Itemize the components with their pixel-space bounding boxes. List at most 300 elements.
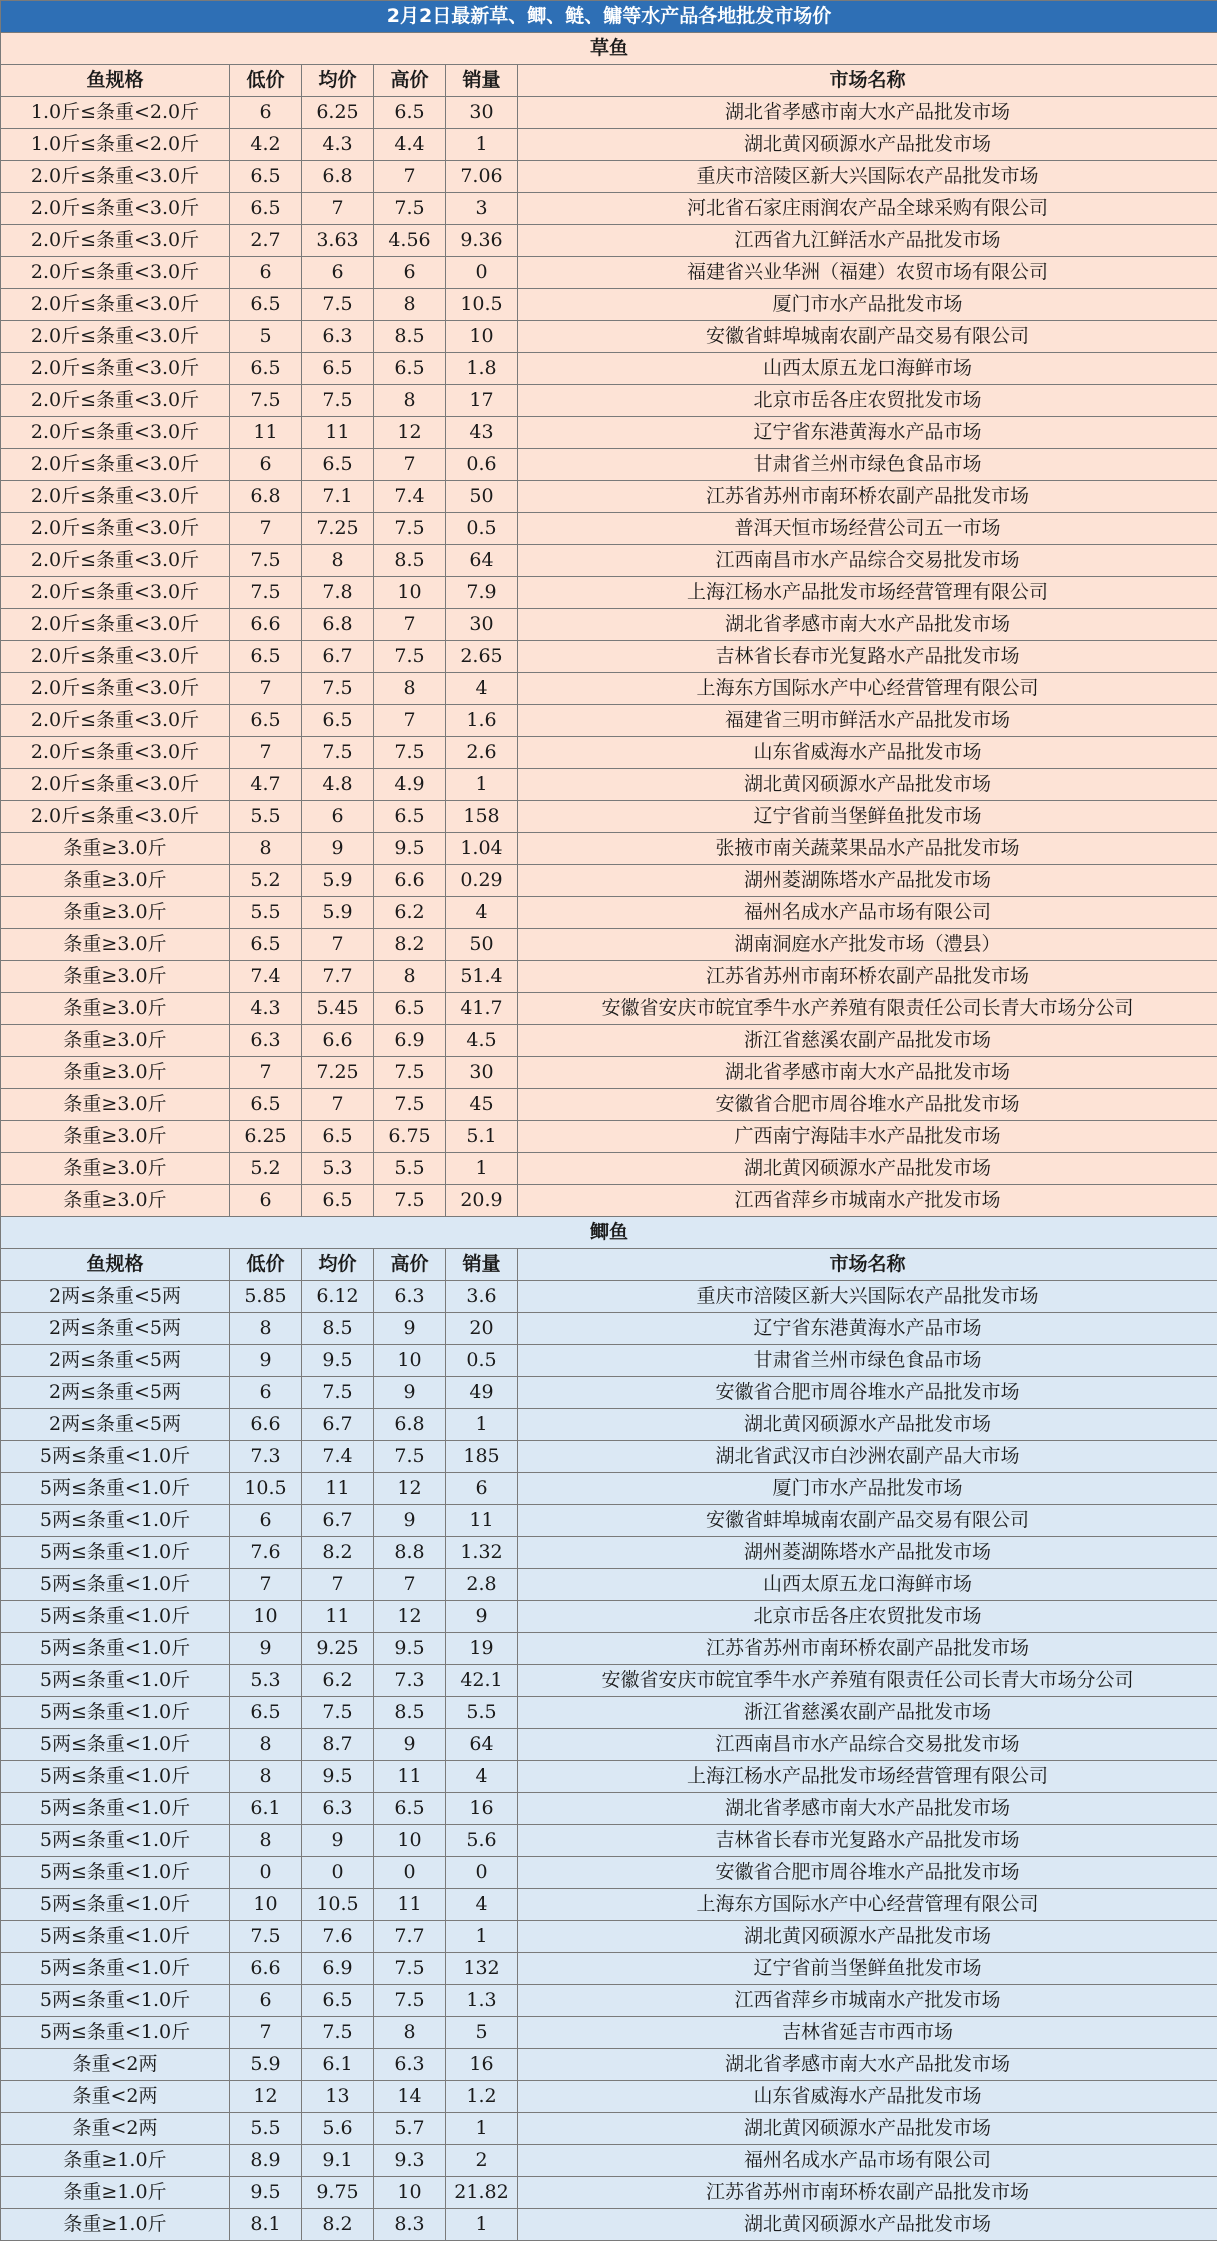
spec-cell: 条重≥3.0斤: [1, 1057, 230, 1089]
volume-cell: 1: [446, 1409, 518, 1441]
market-name-cell: 浙江省慈溪农副产品批发市场: [518, 1697, 1217, 1729]
high-price-cell: 7.5: [374, 737, 446, 769]
spec-cell: 条重≥3.0斤: [1, 865, 230, 897]
avg-price-cell: 6: [302, 801, 374, 833]
volume-cell: 132: [446, 1953, 518, 1985]
low-price-cell: 7.5: [230, 1921, 302, 1953]
high-price-cell: 12: [374, 417, 446, 449]
low-price-cell: 7: [230, 1569, 302, 1601]
high-price-cell: 9: [374, 1313, 446, 1345]
market-name-cell: 重庆市涪陵区新大兴国际农产品批发市场: [518, 161, 1217, 193]
high-price-cell: 7.5: [374, 1985, 446, 2017]
market-name-cell: 湖北省孝感市南大水产品批发市场: [518, 97, 1217, 129]
table-row: [1, 2017, 1217, 2049]
avg-price-cell: 7.5: [302, 1377, 374, 1409]
high-price-cell: 4.4: [374, 129, 446, 161]
low-price-cell: 0: [230, 1857, 302, 1889]
spec-cell: 5两≤条重<1.0斤: [1, 1793, 230, 1825]
low-price-cell: 7: [230, 2017, 302, 2049]
market-name-cell: 张掖市南关蔬菜果品水产品批发市场: [518, 833, 1217, 865]
spec-cell: 5两≤条重<1.0斤: [1, 1761, 230, 1793]
low-price-cell: 8.1: [230, 2209, 302, 2241]
market-name-cell: 上海东方国际水产中心经营管理有限公司: [518, 1889, 1217, 1921]
volume-cell: 30: [446, 1057, 518, 1089]
market-name-cell: 湖北黄冈硕源水产品批发市场: [518, 129, 1217, 161]
volume-cell: 0: [446, 1857, 518, 1889]
low-price-cell: 5.5: [230, 897, 302, 929]
market-name-cell: 辽宁省东港黄海水产品市场: [518, 417, 1217, 449]
table-row: [1, 481, 1217, 513]
section-title: 草鱼: [1, 33, 1217, 65]
volume-cell: 6: [446, 1473, 518, 1505]
high-price-cell: 9: [374, 1729, 446, 1761]
high-price-cell: 6.8: [374, 1409, 446, 1441]
market-name-cell: 湖北黄冈硕源水产品批发市场: [518, 1921, 1217, 1953]
volume-cell: 1: [446, 2209, 518, 2241]
volume-cell: 0.29: [446, 865, 518, 897]
avg-price-cell: 8.5: [302, 1313, 374, 1345]
avg-price-cell: 6.5: [302, 1985, 374, 2017]
table-row: [1, 769, 1217, 801]
avg-price-cell: 9.5: [302, 1345, 374, 1377]
avg-price-cell: 9.75: [302, 2177, 374, 2209]
avg-price-cell: 3.63: [302, 225, 374, 257]
high-price-cell: 7: [374, 705, 446, 737]
market-name-cell: 湖北省武汉市白沙洲农副产品大市场: [518, 1441, 1217, 1473]
avg-price-cell: 7.8: [302, 577, 374, 609]
volume-cell: 0: [446, 257, 518, 289]
high-price-cell: 9.3: [374, 2145, 446, 2177]
market-name-cell: 重庆市涪陵区新大兴国际农产品批发市场: [518, 1281, 1217, 1313]
high-price-cell: 6.5: [374, 801, 446, 833]
table-row: [1, 353, 1217, 385]
spec-cell: 条重<2两: [1, 2081, 230, 2113]
table-row: [1, 2113, 1217, 2145]
low-price-cell: 5.5: [230, 801, 302, 833]
market-name-cell: 上海江杨水产品批发市场经营管理有限公司: [518, 1761, 1217, 1793]
market-name-cell: 北京市岳各庄农贸批发市场: [518, 1601, 1217, 1633]
spec-cell: 2.0斤≤条重<3.0斤: [1, 193, 230, 225]
high-price-cell: 8.2: [374, 929, 446, 961]
avg-price-cell: 6.25: [302, 97, 374, 129]
section-grass-carp: [1, 33, 1217, 1217]
high-price-cell: 8.8: [374, 1537, 446, 1569]
volume-cell: 158: [446, 801, 518, 833]
high-price-cell: 4.9: [374, 769, 446, 801]
header-low-price: 低价: [230, 1249, 302, 1281]
table-row: [1, 929, 1217, 961]
spec-cell: 条重≥3.0斤: [1, 897, 230, 929]
low-price-cell: 5: [230, 321, 302, 353]
volume-cell: 2.6: [446, 737, 518, 769]
header-high-price: 高价: [374, 65, 446, 97]
avg-price-cell: 7.5: [302, 289, 374, 321]
spec-cell: 2.0斤≤条重<3.0斤: [1, 513, 230, 545]
table-row: [1, 417, 1217, 449]
avg-price-cell: 6.5: [302, 353, 374, 385]
table-row: [1, 961, 1217, 993]
market-name-cell: 安徽省安庆市皖宜季牛水产养殖有限责任公司长青大市场分公司: [518, 1665, 1217, 1697]
table-row: [1, 1185, 1217, 1217]
avg-price-cell: 6.1: [302, 2049, 374, 2081]
avg-price-cell: 5.9: [302, 897, 374, 929]
volume-cell: 1: [446, 769, 518, 801]
high-price-cell: 9.5: [374, 833, 446, 865]
table-row: [1, 897, 1217, 929]
table-row: [1, 2145, 1217, 2177]
low-price-cell: 6: [230, 97, 302, 129]
table-row: [1, 1857, 1217, 1889]
market-name-cell: 吉林省长春市光复路水产品批发市场: [518, 1825, 1217, 1857]
volume-cell: 20.9: [446, 1185, 518, 1217]
high-price-cell: 7.5: [374, 1953, 446, 1985]
volume-cell: 21.82: [446, 2177, 518, 2209]
low-price-cell: 5.9: [230, 2049, 302, 2081]
spec-cell: 2.0斤≤条重<3.0斤: [1, 673, 230, 705]
low-price-cell: 6.5: [230, 1697, 302, 1729]
spec-cell: 2两≤条重<5两: [1, 1345, 230, 1377]
avg-price-cell: 6.7: [302, 1409, 374, 1441]
high-price-cell: 6.3: [374, 2049, 446, 2081]
spec-cell: 2.0斤≤条重<3.0斤: [1, 609, 230, 641]
volume-cell: 7.06: [446, 161, 518, 193]
market-name-cell: 山西太原五龙口海鲜市场: [518, 353, 1217, 385]
low-price-cell: 8: [230, 833, 302, 865]
table-row: [1, 1633, 1217, 1665]
table-row: [1, 641, 1217, 673]
market-name-cell: 湖北省孝感市南大水产品批发市场: [518, 1057, 1217, 1089]
table-row: [1, 673, 1217, 705]
avg-price-cell: 6.6: [302, 1025, 374, 1057]
table-row: [1, 993, 1217, 1025]
spec-cell: 5两≤条重<1.0斤: [1, 2017, 230, 2049]
low-price-cell: 5.2: [230, 1153, 302, 1185]
market-name-cell: 湖北黄冈硕源水产品批发市场: [518, 769, 1217, 801]
header-low-price: 低价: [230, 65, 302, 97]
table-row: [1, 1409, 1217, 1441]
high-price-cell: 8: [374, 961, 446, 993]
avg-price-cell: 11: [302, 1601, 374, 1633]
spec-cell: 2.0斤≤条重<3.0斤: [1, 449, 230, 481]
volume-cell: 19: [446, 1633, 518, 1665]
avg-price-cell: 6.8: [302, 609, 374, 641]
spec-cell: 2.0斤≤条重<3.0斤: [1, 353, 230, 385]
avg-price-cell: 6.7: [302, 1505, 374, 1537]
market-name-cell: 江苏省苏州市南环桥农副产品批发市场: [518, 1633, 1217, 1665]
low-price-cell: 11: [230, 417, 302, 449]
table-row: [1, 2081, 1217, 2113]
high-price-cell: 4.56: [374, 225, 446, 257]
title-row: [1, 1, 1217, 33]
market-name-cell: 辽宁省前当堡鲜鱼批发市场: [518, 1953, 1217, 1985]
table-row: [1, 1025, 1217, 1057]
low-price-cell: 6.3: [230, 1025, 302, 1057]
spec-cell: 条重≥3.0斤: [1, 833, 230, 865]
header-avg-price: 均价: [302, 65, 374, 97]
table-row: [1, 321, 1217, 353]
volume-cell: 4: [446, 1761, 518, 1793]
spec-cell: 2.0斤≤条重<3.0斤: [1, 769, 230, 801]
high-price-cell: 10: [374, 577, 446, 609]
spec-cell: 2.0斤≤条重<3.0斤: [1, 705, 230, 737]
spec-cell: 条重≥1.0斤: [1, 2145, 230, 2177]
volume-cell: 10: [446, 321, 518, 353]
spec-cell: 2.0斤≤条重<3.0斤: [1, 257, 230, 289]
avg-price-cell: 13: [302, 2081, 374, 2113]
table-row: [1, 449, 1217, 481]
market-name-cell: 厦门市水产品批发市场: [518, 1473, 1217, 1505]
table-row: [1, 289, 1217, 321]
table-row: [1, 1057, 1217, 1089]
volume-cell: 1.04: [446, 833, 518, 865]
avg-price-cell: 5.3: [302, 1153, 374, 1185]
avg-price-cell: 9.5: [302, 1761, 374, 1793]
spec-cell: 2.0斤≤条重<3.0斤: [1, 289, 230, 321]
low-price-cell: 10: [230, 1601, 302, 1633]
spec-cell: 条重≥3.0斤: [1, 1121, 230, 1153]
spec-cell: 2.0斤≤条重<3.0斤: [1, 641, 230, 673]
high-price-cell: 7.5: [374, 1185, 446, 1217]
low-price-cell: 8: [230, 1825, 302, 1857]
spec-cell: 1.0斤≤条重<2.0斤: [1, 129, 230, 161]
avg-price-cell: 7.4: [302, 1441, 374, 1473]
market-name-cell: 福建省兴业华洲（福建）农贸市场有限公司: [518, 257, 1217, 289]
low-price-cell: 7.5: [230, 545, 302, 577]
market-name-cell: 湖南洞庭水产批发市场（澧县）: [518, 929, 1217, 961]
volume-cell: 4: [446, 1889, 518, 1921]
market-name-cell: 上海江杨水产品批发市场经营管理有限公司: [518, 577, 1217, 609]
spec-cell: 5两≤条重<1.0斤: [1, 1857, 230, 1889]
market-name-cell: 安徽省蚌埠城南农副产品交易有限公司: [518, 321, 1217, 353]
avg-price-cell: 6.5: [302, 705, 374, 737]
volume-cell: 64: [446, 545, 518, 577]
spec-cell: 5两≤条重<1.0斤: [1, 1985, 230, 2017]
avg-price-cell: 7.5: [302, 737, 374, 769]
market-name-cell: 吉林省延吉市西市场: [518, 2017, 1217, 2049]
market-name-cell: 福州名成水产品市场有限公司: [518, 897, 1217, 929]
volume-cell: 64: [446, 1729, 518, 1761]
volume-cell: 30: [446, 97, 518, 129]
avg-price-cell: 6: [302, 257, 374, 289]
avg-price-cell: 7: [302, 1089, 374, 1121]
avg-price-cell: 7.5: [302, 673, 374, 705]
high-price-cell: 9: [374, 1377, 446, 1409]
high-price-cell: 9: [374, 1505, 446, 1537]
avg-price-cell: 5.9: [302, 865, 374, 897]
avg-price-cell: 11: [302, 1473, 374, 1505]
avg-price-cell: 7: [302, 193, 374, 225]
avg-price-cell: 8.2: [302, 2209, 374, 2241]
high-price-cell: 11: [374, 1761, 446, 1793]
market-name-cell: 湖北省孝感市南大水产品批发市场: [518, 2049, 1217, 2081]
avg-price-cell: 6.5: [302, 1185, 374, 1217]
table-row: [1, 225, 1217, 257]
avg-price-cell: 7.5: [302, 1697, 374, 1729]
low-price-cell: 7: [230, 673, 302, 705]
volume-cell: 50: [446, 929, 518, 961]
avg-price-cell: 5.6: [302, 2113, 374, 2145]
section-crucian-carp: [1, 1217, 1217, 2241]
avg-price-cell: 6.7: [302, 641, 374, 673]
high-price-cell: 8.5: [374, 321, 446, 353]
market-name-cell: 浙江省慈溪农副产品批发市场: [518, 1025, 1217, 1057]
volume-cell: 1.32: [446, 1537, 518, 1569]
high-price-cell: 11: [374, 1889, 446, 1921]
spec-cell: 5两≤条重<1.0斤: [1, 1889, 230, 1921]
low-price-cell: 5.3: [230, 1665, 302, 1697]
market-name-cell: 湖州菱湖陈塔水产品批发市场: [518, 1537, 1217, 1569]
market-name-cell: 湖北黄冈硕源水产品批发市场: [518, 2113, 1217, 2145]
spec-cell: 条重≥3.0斤: [1, 929, 230, 961]
avg-price-cell: 9.1: [302, 2145, 374, 2177]
table-row: [1, 1665, 1217, 1697]
avg-price-cell: 4.3: [302, 129, 374, 161]
avg-price-cell: 11: [302, 417, 374, 449]
header-avg-price: 均价: [302, 1249, 374, 1281]
spec-cell: 5两≤条重<1.0斤: [1, 1537, 230, 1569]
market-name-cell: 江西省萍乡市城南水产批发市场: [518, 1185, 1217, 1217]
volume-cell: 41.7: [446, 993, 518, 1025]
market-name-cell: 江西省萍乡市城南水产批发市场: [518, 1985, 1217, 2017]
volume-cell: 1.6: [446, 705, 518, 737]
spec-cell: 条重≥3.0斤: [1, 1153, 230, 1185]
low-price-cell: 8: [230, 1729, 302, 1761]
volume-cell: 43: [446, 417, 518, 449]
high-price-cell: 10: [374, 2177, 446, 2209]
spec-cell: 条重≥3.0斤: [1, 1025, 230, 1057]
section-title-row: [1, 33, 1217, 65]
market-name-cell: 广西南宁海陆丰水产品批发市场: [518, 1121, 1217, 1153]
low-price-cell: 4.3: [230, 993, 302, 1025]
avg-price-cell: 6.5: [302, 1121, 374, 1153]
volume-cell: 1: [446, 1153, 518, 1185]
spec-cell: 2.0斤≤条重<3.0斤: [1, 577, 230, 609]
market-name-cell: 湖北黄冈硕源水产品批发市场: [518, 2209, 1217, 2241]
market-name-cell: 江西省九江鲜活水产品批发市场: [518, 225, 1217, 257]
table-row: [1, 1985, 1217, 2017]
low-price-cell: 6.5: [230, 353, 302, 385]
low-price-cell: 5.85: [230, 1281, 302, 1313]
market-name-cell: 北京市岳各庄农贸批发市场: [518, 385, 1217, 417]
market-name-cell: 河北省石家庄雨润农产品全球采购有限公司: [518, 193, 1217, 225]
volume-cell: 2.8: [446, 1569, 518, 1601]
header-market-name: 市场名称: [518, 65, 1217, 97]
volume-cell: 30: [446, 609, 518, 641]
spec-cell: 5两≤条重<1.0斤: [1, 1441, 230, 1473]
table-row: [1, 1281, 1217, 1313]
volume-cell: 17: [446, 385, 518, 417]
table-row: [1, 1153, 1217, 1185]
market-name-cell: 安徽省安庆市皖宜季牛水产养殖有限责任公司长青大市场分公司: [518, 993, 1217, 1025]
avg-price-cell: 9.25: [302, 1633, 374, 1665]
table-row: [1, 801, 1217, 833]
volume-cell: 49: [446, 1377, 518, 1409]
market-name-cell: 甘肃省兰州市绿色食品市场: [518, 1345, 1217, 1377]
high-price-cell: 10: [374, 1345, 446, 1377]
high-price-cell: 6.6: [374, 865, 446, 897]
spec-cell: 2.0斤≤条重<3.0斤: [1, 801, 230, 833]
spec-cell: 2两≤条重<5两: [1, 1377, 230, 1409]
avg-price-cell: 6.5: [302, 449, 374, 481]
low-price-cell: 6.5: [230, 641, 302, 673]
table-row: [1, 1441, 1217, 1473]
market-name-cell: 安徽省蚌埠城南农副产品交易有限公司: [518, 1505, 1217, 1537]
low-price-cell: 7.5: [230, 385, 302, 417]
high-price-cell: 7: [374, 1569, 446, 1601]
high-price-cell: 6.3: [374, 1281, 446, 1313]
volume-cell: 1: [446, 129, 518, 161]
high-price-cell: 6: [374, 257, 446, 289]
high-price-cell: 8: [374, 289, 446, 321]
market-name-cell: 山东省威海水产品批发市场: [518, 737, 1217, 769]
avg-price-cell: 6.3: [302, 1793, 374, 1825]
header-market-name: 市场名称: [518, 1249, 1217, 1281]
avg-price-cell: 8: [302, 545, 374, 577]
high-price-cell: 12: [374, 1601, 446, 1633]
spec-cell: 条重<2两: [1, 2049, 230, 2081]
market-name-cell: 山东省威海水产品批发市场: [518, 2081, 1217, 2113]
table-row: [1, 609, 1217, 641]
market-name-cell: 上海东方国际水产中心经营管理有限公司: [518, 673, 1217, 705]
spec-cell: 2两≤条重<5两: [1, 1409, 230, 1441]
spec-cell: 2.0斤≤条重<3.0斤: [1, 225, 230, 257]
low-price-cell: 6.5: [230, 929, 302, 961]
volume-cell: 10.5: [446, 289, 518, 321]
table-row: [1, 1473, 1217, 1505]
volume-cell: 2: [446, 2145, 518, 2177]
low-price-cell: 6.5: [230, 193, 302, 225]
table-row: [1, 97, 1217, 129]
avg-price-cell: 7.7: [302, 961, 374, 993]
spec-cell: 5两≤条重<1.0斤: [1, 1601, 230, 1633]
volume-cell: 20: [446, 1313, 518, 1345]
high-price-cell: 6.5: [374, 97, 446, 129]
spec-cell: 2两≤条重<5两: [1, 1281, 230, 1313]
low-price-cell: 10: [230, 1889, 302, 1921]
spec-cell: 1.0斤≤条重<2.0斤: [1, 97, 230, 129]
low-price-cell: 6.5: [230, 1089, 302, 1121]
market-name-cell: 湖北省孝感市南大水产品批发市场: [518, 609, 1217, 641]
low-price-cell: 6: [230, 1185, 302, 1217]
low-price-cell: 7: [230, 513, 302, 545]
avg-price-cell: 9: [302, 1825, 374, 1857]
low-price-cell: 6: [230, 1505, 302, 1537]
avg-price-cell: 7: [302, 929, 374, 961]
table-row: [1, 1505, 1217, 1537]
high-price-cell: 8.3: [374, 2209, 446, 2241]
high-price-cell: 14: [374, 2081, 446, 2113]
low-price-cell: 6.6: [230, 1953, 302, 1985]
low-price-cell: 9.5: [230, 2177, 302, 2209]
high-price-cell: 6.5: [374, 353, 446, 385]
table-row: [1, 1345, 1217, 1377]
high-price-cell: 5.7: [374, 2113, 446, 2145]
spec-cell: 5两≤条重<1.0斤: [1, 1697, 230, 1729]
low-price-cell: 4.7: [230, 769, 302, 801]
volume-cell: 2.65: [446, 641, 518, 673]
table-row: [1, 1953, 1217, 1985]
volume-cell: 45: [446, 1089, 518, 1121]
low-price-cell: 7.3: [230, 1441, 302, 1473]
avg-price-cell: 9: [302, 833, 374, 865]
section-title-row: [1, 1217, 1217, 1249]
market-name-cell: 甘肃省兰州市绿色食品市场: [518, 449, 1217, 481]
low-price-cell: 2.7: [230, 225, 302, 257]
volume-cell: 5: [446, 2017, 518, 2049]
high-price-cell: 9.5: [374, 1633, 446, 1665]
volume-cell: 5.5: [446, 1697, 518, 1729]
high-price-cell: 8: [374, 385, 446, 417]
